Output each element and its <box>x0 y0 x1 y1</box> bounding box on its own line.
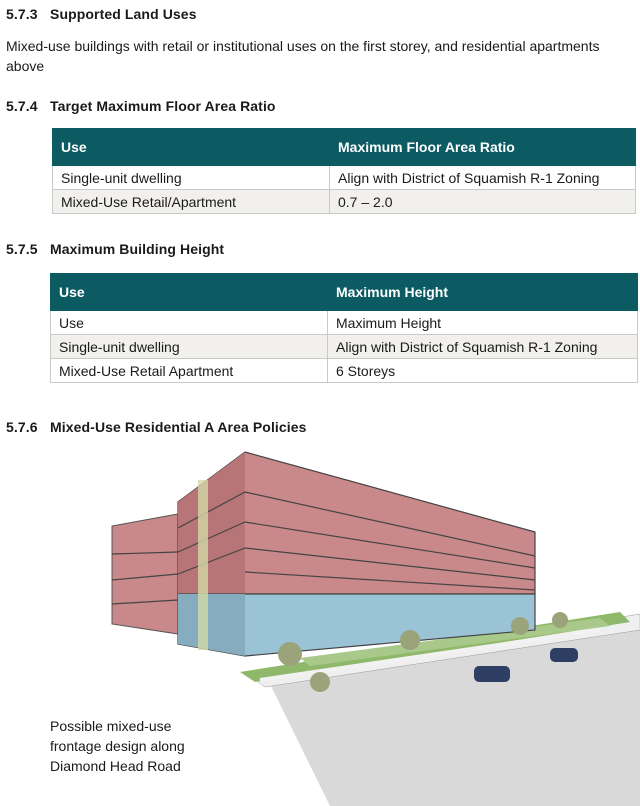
column-header: Use <box>53 129 330 166</box>
table-cell: Maximum Height <box>328 311 638 335</box>
table-cell: Mixed-Use Retail/Apartment <box>53 190 330 214</box>
heading-5-7-5 <box>6 241 224 257</box>
section-title: Mixed-Use Residential A Area Policies <box>50 419 307 435</box>
table-cell: Align with District of Squamish R-1 Zoning <box>328 335 638 359</box>
table-row <box>51 311 638 335</box>
table-cell: 6 Storeys <box>328 359 638 383</box>
table-row <box>53 190 636 214</box>
table-row <box>53 166 636 190</box>
table-header-row <box>51 274 638 311</box>
table-cell: Align with District of Squamish R-1 Zoning <box>330 166 636 190</box>
caption-line: frontage design along <box>50 738 185 754</box>
column-header: Maximum Floor Area Ratio <box>330 129 636 166</box>
caption-line: Diamond Head Road <box>50 758 181 774</box>
ground-floor-side <box>178 594 245 656</box>
floor-area-ratio-table <box>52 128 636 214</box>
column-header: Use <box>51 274 328 311</box>
heading-5-7-6 <box>6 419 307 435</box>
table-row <box>51 359 638 383</box>
building-height-table <box>50 273 638 383</box>
section-title: Supported Land Uses <box>50 6 197 22</box>
section-title: Maximum Building Height <box>50 241 225 257</box>
table-header-row <box>53 129 636 166</box>
section-number: 5.7.6 <box>6 419 38 435</box>
table-cell: Single-unit dwelling <box>53 166 330 190</box>
table-row <box>51 335 638 359</box>
table-cell: Mixed-Use Retail Apartment <box>51 359 328 383</box>
accent-column <box>198 480 208 650</box>
supported-uses-text: Mixed-use buildings with retail or institutional uses on the first storey, and residential apartments above <box>6 38 600 74</box>
heading-5-7-4 <box>6 98 276 114</box>
column-header: Maximum Height <box>328 274 638 311</box>
table-cell: Use <box>51 311 328 335</box>
caption-line: Possible mixed-use <box>50 718 172 734</box>
rear-building <box>112 514 178 634</box>
table-cell: Single-unit dwelling <box>51 335 328 359</box>
section-number: 5.7.5 <box>6 241 38 257</box>
section-title: Target Maximum Floor Area Ratio <box>50 98 276 114</box>
heading-5-7-3 <box>6 6 197 22</box>
section-number: 5.7.3 <box>6 6 38 22</box>
section-number: 5.7.4 <box>6 98 38 114</box>
table-cell: 0.7 – 2.0 <box>330 190 636 214</box>
figure-caption <box>50 716 230 776</box>
